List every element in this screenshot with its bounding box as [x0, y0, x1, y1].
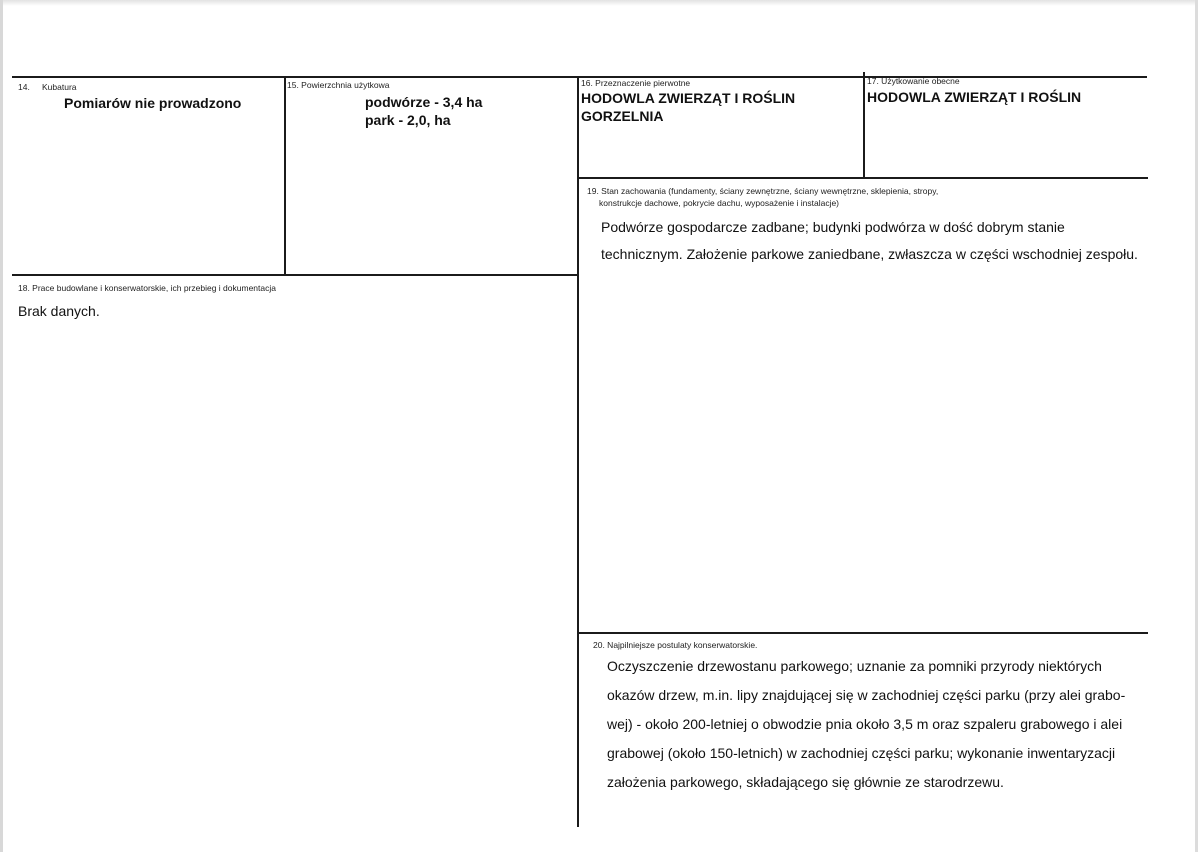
form-top-border — [12, 76, 1147, 78]
scan-left-edge — [0, 0, 3, 852]
field-18-value: Brak danych. — [18, 303, 100, 319]
divider-14-15 — [284, 77, 286, 275]
field-20-value-line-5: założenia parkowego, składającego się głównie ze starodrzewu. — [607, 774, 1004, 790]
field-20-value-line-1: Oczyszczenie drzewostanu parkowego; uznanie za pomniki przyrody niektórych — [607, 658, 1102, 674]
field-15-value-line-2: park - 2,0, ha — [365, 112, 451, 128]
field-20-top-border — [578, 632, 1148, 634]
field-15-value-line-1: podwórze - 3,4 ha — [365, 94, 483, 110]
field-16-value-line-1: HODOWLA ZWIERZĄT I ROŚLIN — [581, 90, 796, 106]
field-16-label: 16. Przeznaczenie pierwotne — [581, 78, 691, 88]
scan-top-edge — [0, 0, 1198, 6]
field-19-label-line-1: 19. Stan zachowania (fundamenty, ściany zewnętrzne, ściany wewnętrzne, sklepienia, stropy, — [587, 186, 939, 196]
field-17-bottom-border — [578, 177, 1148, 179]
field-14-number: 14. — [18, 82, 30, 92]
field-19-value-line-1: Podwórze gospodarcze zadbane; budynki podwórza w dość dobrym stanie — [601, 219, 1065, 235]
field-17-value: HODOWLA ZWIERZĄT I ROŚLIN — [867, 89, 1082, 105]
field-20-value-line-4: grabowej (około 150-letnich) w zachodniej części parku; wykonanie inwentaryzacji — [607, 745, 1116, 761]
field-14-value: Pomiarów nie prowadzono — [64, 95, 242, 111]
field-20-label: 20. Najpilniejsze postulaty konserwatorskie. — [593, 640, 758, 650]
field-20-value-line-3: wej) - około 200-letniej o obwodzie pnia około 3,5 m oraz szpaleru grabowego i alei — [607, 716, 1123, 732]
divider-15-16 — [577, 77, 579, 827]
field-19-value-line-2: technicznym. Założenie parkowe zaniedbane, zwłaszcza w części wschodniej zespołu. — [601, 246, 1138, 262]
field-14-label: Kubatura — [42, 82, 77, 92]
field-17-label: 17. Użytkowanie obecne — [867, 76, 960, 86]
divider-16-17 — [863, 72, 865, 178]
field-18-top-border — [12, 274, 578, 276]
field-20-value-line-2: okazów drzew, m.in. lipy znajdującej się w zachodniej części parku (przy alei grabo- — [607, 687, 1126, 703]
field-19-label-line-2: konstrukcje dachowe, pokrycie dachu, wyposażenie i instalacje) — [599, 198, 840, 208]
field-18-label: 18. Prace budowlane i konserwatorskie, ich przebieg i dokumentacja — [18, 283, 276, 293]
field-16-value-line-2: GORZELNIA — [581, 108, 664, 124]
field-15-label: 15. Powierzchnia użytkowa — [287, 80, 390, 90]
